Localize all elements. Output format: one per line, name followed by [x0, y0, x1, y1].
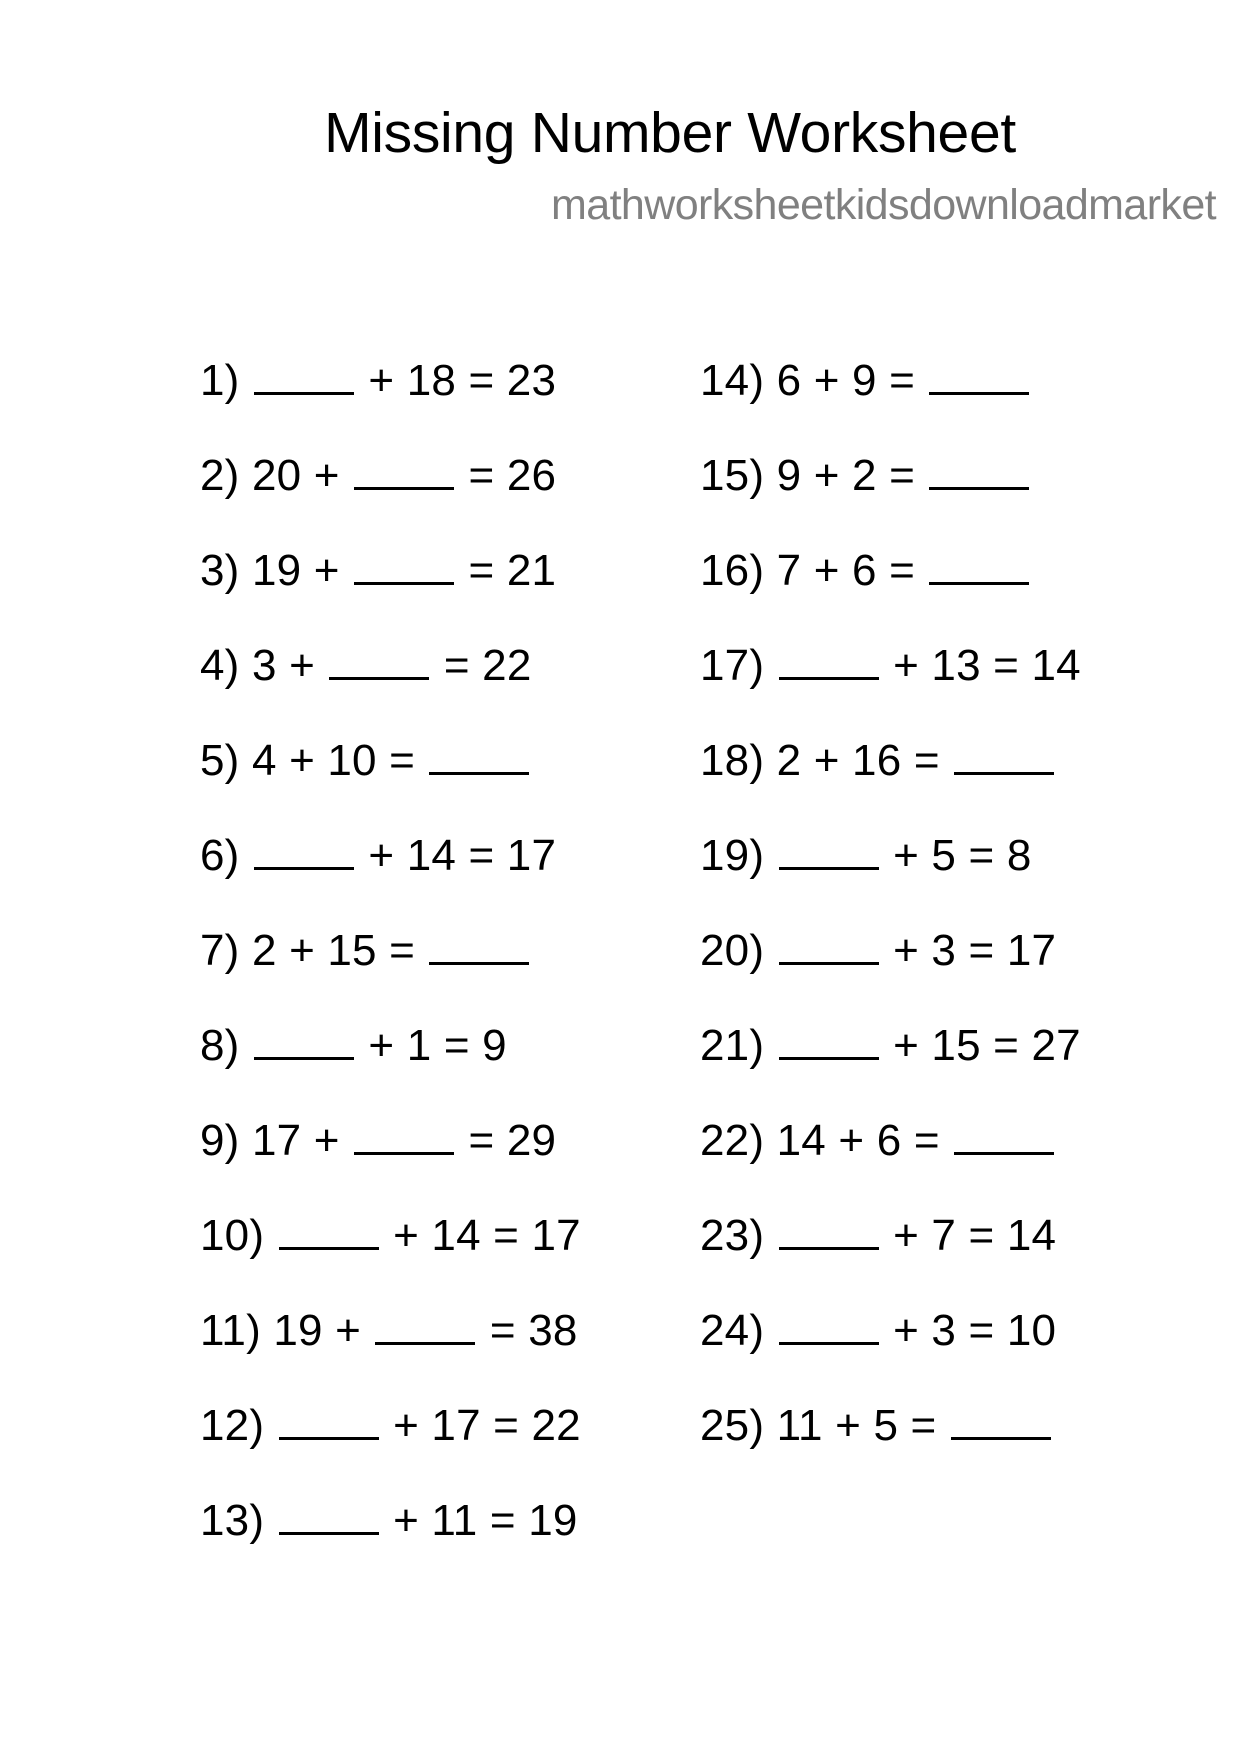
problem-expression-left: 7 + 6 =: [776, 546, 916, 595]
problem-expression-right: + 15 = 27: [893, 1021, 1081, 1070]
problem-number: 3): [200, 546, 240, 595]
problem-number: 4): [200, 641, 240, 690]
answer-blank[interactable]: [354, 441, 454, 490]
problem-expression-left: 3 +: [251, 641, 315, 690]
problem-number: 5): [200, 736, 240, 785]
problem-number: 22): [700, 1116, 765, 1165]
problem-column-left: [200, 346, 581, 1581]
problem-number: 24): [700, 1306, 765, 1355]
problem-item: [200, 1391, 581, 1486]
problem-expression-left: 2 + 16 =: [776, 736, 940, 785]
worksheet-title: Missing Number Worksheet: [324, 101, 1016, 165]
problem-item: [700, 1391, 1081, 1486]
problem-item: [200, 821, 581, 916]
problem-number: 21): [700, 1021, 765, 1070]
answer-blank[interactable]: [779, 1296, 879, 1345]
problem-expression-left: 17 +: [251, 1116, 340, 1165]
problem-expression-right: + 18 = 23: [368, 356, 557, 405]
problem-number: 18): [700, 736, 765, 785]
problem-expression-right: = 22: [443, 641, 532, 690]
problem-expression-right: = 38: [489, 1306, 578, 1355]
problem-item: [200, 536, 581, 631]
answer-blank[interactable]: [279, 1391, 379, 1440]
problem-number: 6): [200, 831, 240, 880]
problem-expression-left: 4 + 10 =: [251, 736, 416, 785]
problem-number: 2): [200, 451, 240, 500]
problem-number: 15): [700, 451, 765, 500]
problem-number: 25): [700, 1401, 765, 1450]
problem-item: [200, 916, 581, 1011]
problem-item: [700, 536, 1081, 631]
answer-blank[interactable]: [375, 1296, 475, 1345]
problem-expression-right: = 26: [468, 451, 557, 500]
problem-expression-left: 20 +: [251, 451, 340, 500]
problem-expression-right: + 7 = 14: [893, 1211, 1057, 1260]
answer-blank[interactable]: [929, 441, 1029, 490]
answer-blank[interactable]: [929, 536, 1029, 585]
problem-expression-left: 14 + 6 =: [776, 1116, 940, 1165]
problem-expression-right: + 5 = 8: [893, 831, 1032, 880]
problem-item: [700, 631, 1081, 726]
answer-blank[interactable]: [779, 1011, 879, 1060]
problem-expression-left: 2 + 15 =: [251, 926, 416, 975]
problem-item: [200, 346, 581, 441]
problem-expression-left: 9 + 2 =: [776, 451, 916, 500]
answer-blank[interactable]: [779, 1201, 879, 1250]
problem-item: [700, 441, 1081, 536]
problem-expression-right: + 14 = 17: [368, 831, 557, 880]
answer-blank[interactable]: [954, 1106, 1054, 1155]
answer-blank[interactable]: [954, 726, 1054, 775]
problem-item: [200, 631, 581, 726]
problem-item: [700, 1201, 1081, 1296]
answer-blank[interactable]: [254, 346, 354, 395]
problem-expression-left: 19 +: [251, 546, 340, 595]
problem-item: [700, 1296, 1081, 1391]
problem-number: 19): [700, 831, 765, 880]
answer-blank[interactable]: [951, 1391, 1051, 1440]
problem-number: 9): [200, 1116, 240, 1165]
problem-expression-left: 6 + 9 =: [776, 356, 916, 405]
problem-number: 13): [200, 1496, 265, 1545]
problem-number: 20): [700, 926, 765, 975]
problem-column-right: [700, 346, 1081, 1486]
problem-item: [200, 1201, 581, 1296]
answer-blank[interactable]: [279, 1201, 379, 1250]
answer-blank[interactable]: [354, 1106, 454, 1155]
answer-blank[interactable]: [429, 726, 529, 775]
answer-blank[interactable]: [429, 916, 529, 965]
problem-expression-right: + 11 = 19: [393, 1496, 578, 1545]
problem-number: 11): [200, 1306, 261, 1355]
problem-number: 10): [200, 1211, 265, 1260]
problem-number: 23): [700, 1211, 765, 1260]
problem-number: 17): [700, 641, 765, 690]
problem-item: [200, 1011, 581, 1106]
problem-expression-right: = 29: [468, 1116, 557, 1165]
problem-expression-right: + 1 = 9: [368, 1021, 507, 1070]
worksheet-source: mathworksheetkidsdownloadmarket: [551, 181, 1216, 229]
problem-item: [700, 346, 1081, 441]
answer-blank[interactable]: [354, 536, 454, 585]
problem-item: [700, 916, 1081, 1011]
answer-blank[interactable]: [279, 1486, 379, 1535]
answer-blank[interactable]: [254, 821, 354, 870]
problem-item: [700, 1011, 1081, 1106]
answer-blank[interactable]: [779, 821, 879, 870]
answer-blank[interactable]: [779, 916, 879, 965]
problem-expression-left: 11 + 5 =: [776, 1401, 937, 1450]
problem-expression-right: + 13 = 14: [893, 641, 1081, 690]
answer-blank[interactable]: [779, 631, 879, 680]
problem-item: [200, 1106, 581, 1201]
problem-item: [200, 1296, 581, 1391]
answer-blank[interactable]: [254, 1011, 354, 1060]
problem-number: 1): [200, 356, 240, 405]
problem-expression-right: + 3 = 10: [893, 1306, 1057, 1355]
problem-item: [200, 1486, 581, 1581]
problem-number: 8): [200, 1021, 240, 1070]
problem-item: [700, 821, 1081, 916]
problem-expression-right: = 21: [468, 546, 557, 595]
problem-expression-right: + 3 = 17: [893, 926, 1057, 975]
problem-number: 12): [200, 1401, 265, 1450]
problem-item: [200, 441, 581, 536]
problem-item: [700, 726, 1081, 821]
problem-number: 7): [200, 926, 240, 975]
problem-number: 14): [700, 356, 765, 405]
answer-blank[interactable]: [329, 631, 429, 680]
problem-expression-right: + 14 = 17: [393, 1211, 581, 1260]
problem-expression-right: + 17 = 22: [393, 1401, 581, 1450]
problem-item: [700, 1106, 1081, 1201]
problem-number: 16): [700, 546, 765, 595]
answer-blank[interactable]: [929, 346, 1029, 395]
problem-item: [200, 726, 581, 821]
problem-expression-left: 19 +: [273, 1306, 362, 1355]
